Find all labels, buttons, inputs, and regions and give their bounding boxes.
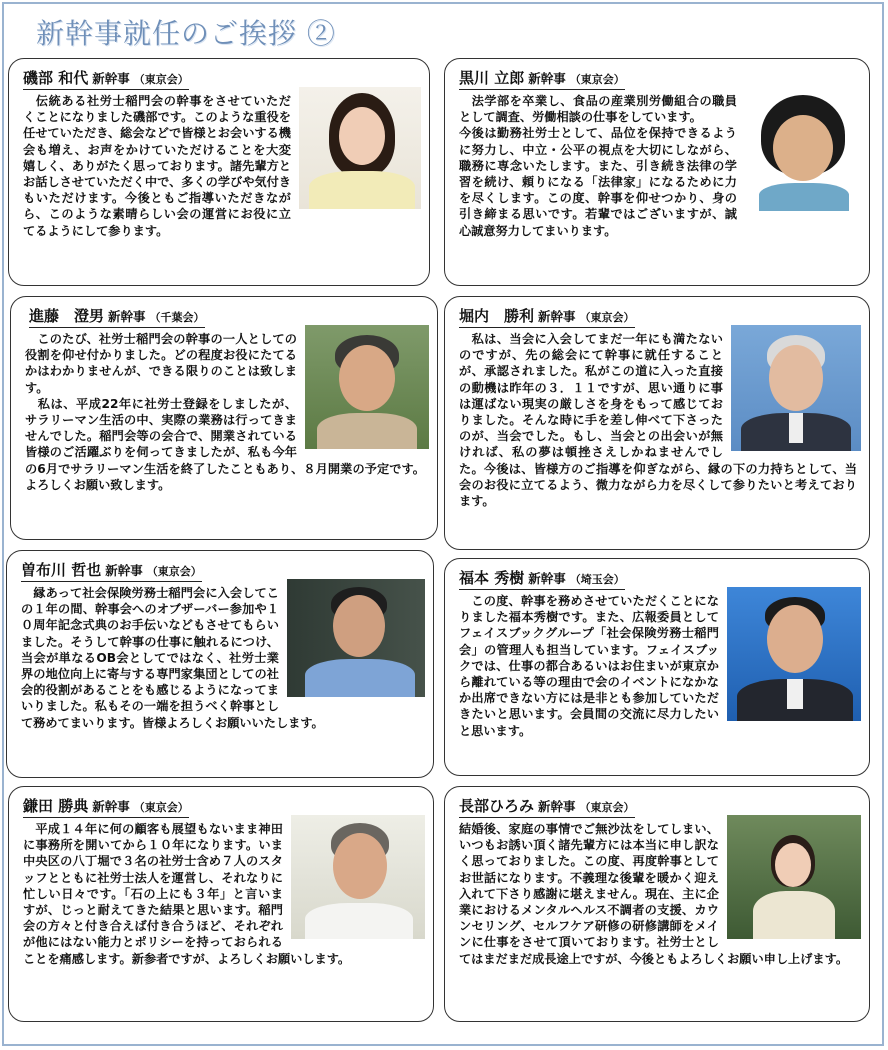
card-header: [459, 567, 625, 590]
card-body: [459, 593, 857, 767]
card-body: [459, 93, 857, 277]
greeting-text: 平成１４年に何の顧客も展望もないまま神田に事務所を開いてから１０年になります。いま中央区の八丁堀で３名の社労士含め７人のスタッフとともに社労士法人を運営し、それなりに忙しい日々です。「石の上にも３年」と言いますが、じっと耐えてきた結果と思います。稲門会の方々と付き合えば付き合うほど、それぞれが他にはない能力とポリシーを持っておられることを痛感します。新参者ですが、よろしくお願いします。: [23, 822, 351, 966]
card-body: [23, 93, 417, 277]
card-header: [459, 795, 635, 818]
portrait-woman-icon: [299, 87, 421, 209]
greeting-card-isobe: [8, 58, 430, 286]
member-association: （東京会）: [569, 73, 625, 86]
portrait-man-glasses-icon: [305, 325, 429, 449]
card-header: [459, 305, 635, 328]
member-association: （東京会）: [579, 311, 635, 324]
member-association: （埼玉会）: [569, 573, 625, 586]
member-name: 磯部 和代: [23, 69, 89, 87]
card-body: [459, 821, 857, 1013]
member-name: 曽布川 哲也: [21, 561, 102, 579]
card-body: [23, 821, 421, 1013]
greeting-text: この度、幹事を務めさせていただくことになりました福本秀樹です。また、広報委員としてフェイスブックグループ「社会保険労務士稲門会」の管理人も担当しています。フェイスブックでは、仕事の都合あるいはお住まいが東京から離れている等の理由で会のイベントになかなか出席できない方には是非とも参加していただきたいと思います。会員間の交流に尽力したいと思います。: [459, 594, 719, 738]
greeting-text: 法学部を卒業し、食品の産業別労働組合の職員として調査、労働相談の仕事をしています。: [459, 94, 737, 125]
greeting-text: このたび、社労士稲門会の幹事の一人としての役割を仰せ付かりました。どの程度お役にたてるかはわかりませんが、できる限りのことは致します。: [25, 332, 297, 395]
member-name: 進藤 澄男: [29, 307, 105, 325]
greeting-text: 伝統ある社労士稲門会の幹事をさせていただくことになりました磯部です。このような重役を任せていただき、総会などで皆様とお会いする機会も増え、お声をかけていただけることを大変嬉しく、ありがたく思っております。諸先輩方とお話しさせていただく中で、多くの学びや気付きもいただけます。今後ともご指導いただきながら、このような素晴らしい会の運営にお役に立てるようにして参ります。: [23, 94, 291, 238]
member-role: 新幹事: [105, 563, 143, 578]
member-name: 堀内 勝利: [459, 307, 535, 325]
member-name: 黒川 立郎: [459, 69, 525, 87]
member-role: 新幹事: [528, 71, 566, 86]
member-name: 長部ひろみ: [459, 797, 535, 815]
member-role: 新幹事: [108, 309, 146, 324]
card-header: [21, 559, 202, 582]
member-association: （東京会）: [133, 73, 189, 86]
card-body: [459, 331, 857, 541]
card-header: [29, 305, 205, 328]
portrait-woman-outdoor-icon: [727, 815, 861, 939]
portrait-man-glasses-grey-icon: [291, 815, 425, 939]
portrait-man-suit-icon: [727, 587, 861, 721]
greeting-text-2: 私は、平成22年に社労士登録をしましたが、サラリーマン生活の中、実際の業務は行ってきませんでした。稲門会等の会合で、開業されている皆様のご活躍ぶりを伺ってきましたが、私も今年の6月でサラリーマン生活を終了したこともあり、８月開業の予定です。よろしくお願い致します。: [25, 396, 425, 492]
greeting-card-osabe: [444, 786, 870, 1022]
greeting-text: 縁あって社会保険労務士稲門会に入会してこの１年の間、幹事会へのオブザーバー参加や１０周年記念式典のお手伝いなどもさせてもらいました。そうして幹事の仕事に触れるにつけ、当会が単なるOB会としてではなく、社労士業界の地位向上に寄与する専門家集団としての社会的役割があることをも感じるようになってまいりました。私もその一端を担うべく幹事として務めてまいります。皆様よろしくお願いいたします。: [21, 586, 324, 730]
greeting-card-kamata: [8, 786, 434, 1022]
portrait-grey-hair-man-icon: [731, 325, 861, 451]
member-association: （千葉会）: [149, 311, 205, 324]
member-role: 新幹事: [92, 71, 130, 86]
greeting-card-sofukawa: [6, 550, 434, 778]
member-association: （東京会）: [133, 801, 189, 814]
card-header: [23, 795, 189, 818]
card-header: [23, 67, 189, 90]
greeting-card-horiuchi: [444, 296, 870, 550]
greeting-card-fukumoto: [444, 558, 870, 776]
portrait-speaker-icon: [287, 579, 425, 697]
member-role: 新幹事: [528, 571, 566, 586]
card-body: [21, 585, 421, 769]
member-association: （東京会）: [579, 801, 635, 814]
card-body: [25, 331, 425, 531]
member-role: 新幹事: [538, 799, 576, 814]
greeting-text: 私は、当会に入会してまだ一年にも満たないのですが、先の総会にて幹事に就任することが、承認されました。私がこの道に入った直接の動機は昨年の３．１１ですが、思い通りに事は運ばない現実の厳しさを身をもって感じておりました。そんな時に手を差し伸べて下さったのが、当会でした。もし、当会との出会いが無ければ、私の夢は頓挫さえしかねませんでした。今後は、皆様方のご指導を仰ぎながら、縁の下の力持ちとして、当会のお役に立てるよう、微力ながら力を尽くして参りたいと考えております。: [459, 332, 857, 509]
card-header: [459, 67, 625, 90]
greeting-text-2: 今後は勤務社労士として、品位を保持できるように努力し、中立・公平の視点を大切にしながら、職務に専念いたします。また、引き続き法律の学習を続け、頼りになる「法律家」になるために力を尽くします。この度、幹事を仰せつかり、身の引き締まる思いです。若輩ではございますが、誠心誠意努力してまいります。: [459, 126, 737, 238]
member-name: 福本 秀樹: [459, 569, 525, 587]
greeting-card-kurokawa: [444, 58, 870, 286]
member-association: （東京会）: [146, 565, 202, 578]
portrait-young-man-icon: [745, 87, 861, 211]
page-title: 新幹事就任のご挨拶 ②: [36, 17, 336, 50]
greeting-card-shindo: [10, 296, 438, 540]
member-role: 新幹事: [92, 799, 130, 814]
member-name: 鎌田 勝典: [23, 797, 89, 815]
greeting-text: 結婚後、家庭の事情でご無沙汰をしてしまい、いつもお誘い頂く諸先輩方には本当に申し訳なく思っておりました。この度、再度幹事としてお世話になります。不義理な後輩を暖かく迎え入れて下さり感謝に堪えません。現在、主に企業におけるメンタルヘルス不調者の支援、カウンセリング、セルフケア研修の研修講師をメインに仕事をさせて頂いております。社労士としてはまだまだ成長途上ですが、今後ともよろしくお願い申し上げます。: [459, 822, 849, 966]
member-role: 新幹事: [538, 309, 576, 324]
